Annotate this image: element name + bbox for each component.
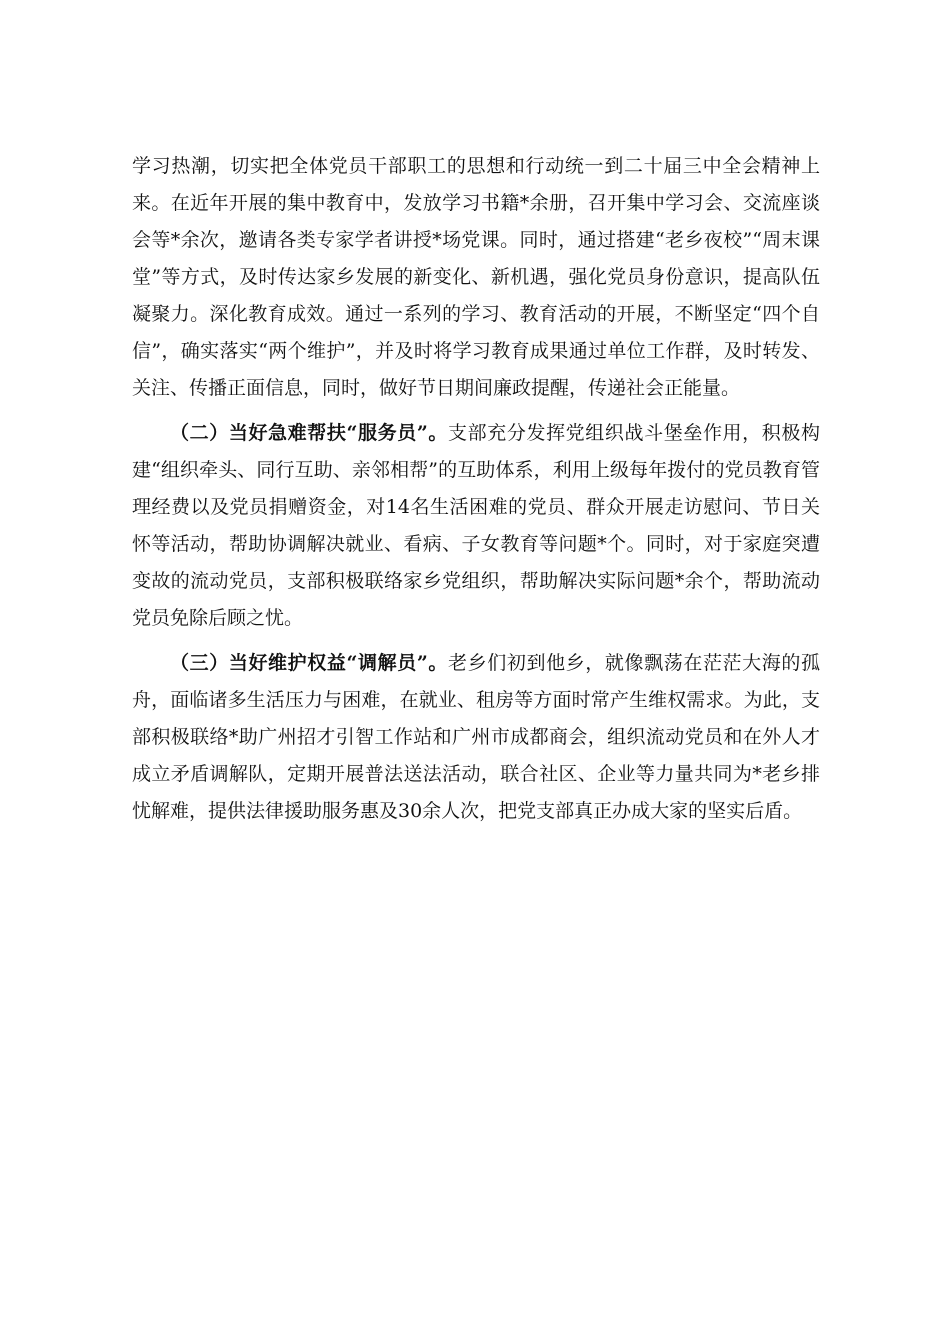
paragraph-continuation [132,148,820,407]
paragraph-heading: （二）当好急难帮扶“服务员”。 [170,422,449,444]
paragraph-text: 老乡们初到他乡，就像飘荡在茫茫大海的孤舟，面临诸多生活压力与困难，在就业、租房等方面时常产生维权需求。为此，支部积极联络*助广州招才引智工作站和广州市成都商会，组织流动党员和在外人才成立矛盾调解队，定期开展普法送法活动，联合社区、企业等力量共同为*老乡排忧解难，提供法律援助服务惠及30余人次，把党支部真正办成大家的坚实后盾。 [132,652,820,822]
document-body [132,148,820,838]
paragraph-text: 学习热潮，切实把全体党员干部职工的思想和行动统一到二十届三中全会精神上来。在近年开展的集中教育中，发放学习书籍*余册，召开集中学习会、交流座谈会等*余次，邀请各类专家学者讲授*场党课。同时，通过搭建“老乡夜校”“周末课堂”等方式，及时传达家乡发展的新变化、新机遇，强化党员身份意识，提高队伍凝聚力。深化教育成效。通过一系列的学习、教育活动的开展，不断坚定“四个自信”，确实落实“两个维护”，并及时将学习教育成果通过单位工作群，及时转发、关注、传播正面信息，同时，做好节日期间廉政提醒，传递社会正能量。 [132,155,820,399]
paragraph-service [132,415,820,637]
paragraph-heading: （三）当好维护权益“调解员”。 [170,652,449,674]
paragraph-mediation [132,645,820,830]
paragraph-text: 支部充分发挥党组织战斗堡垒作用，积极构建“组织牵头、同行互助、亲邻相帮”的互助体系，利用上级每年拨付的党员教育管理经费以及党员捐赠资金，对14名生活困难的党员、群众开展走访慰问、节日关怀等活动，帮助协调解决就业、看病、子女教育等问题*个。同时，对于家庭突遭变故的流动党员，支部积极联络家乡党组织，帮助解决实际问题*余个，帮助流动党员免除后顾之忧。 [132,422,820,629]
